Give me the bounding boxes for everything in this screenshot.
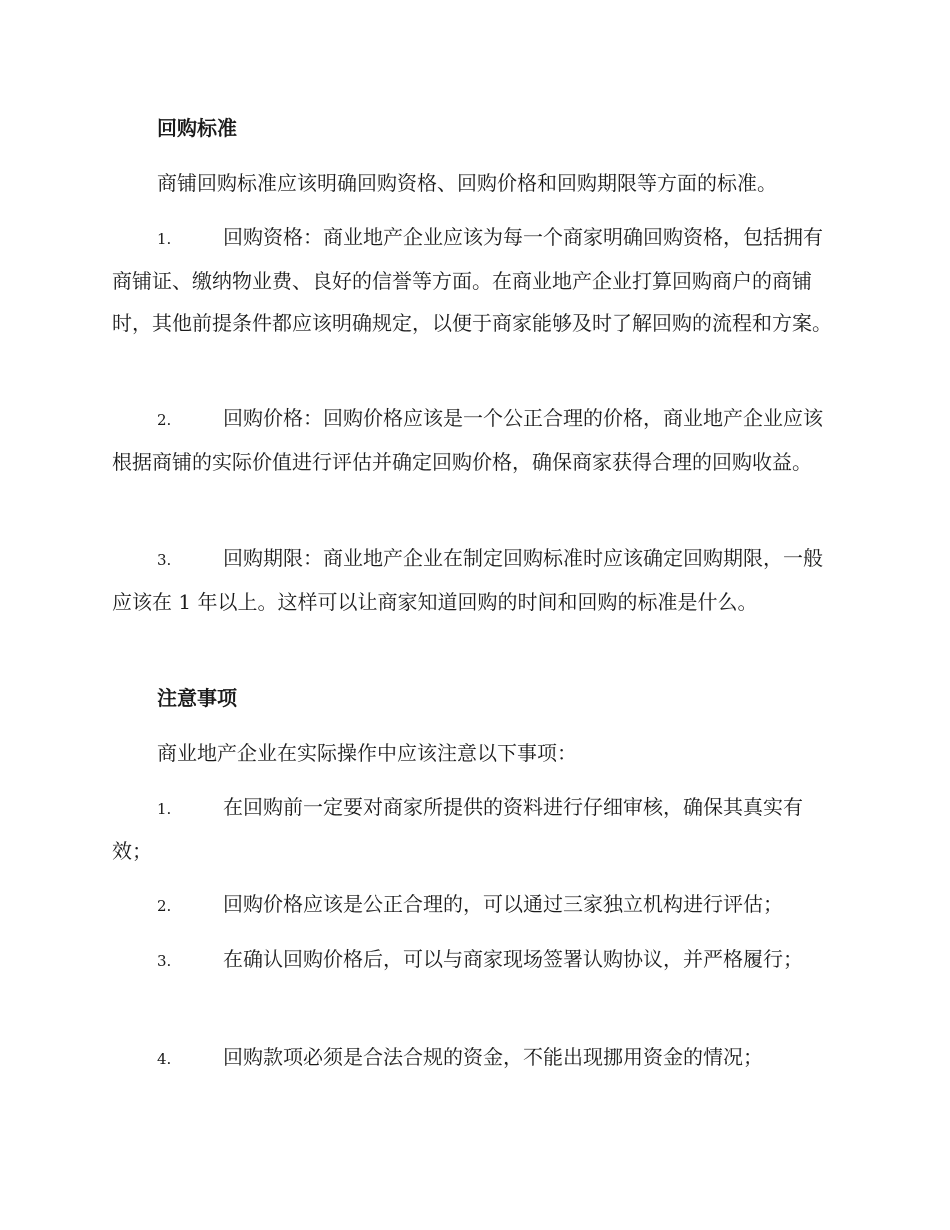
list-item-number: 3. [157, 952, 172, 970]
list-item-text: 在回购前一定要对商家所提供的资料进行仔细审核，确保其真实有效； [112, 795, 803, 863]
list-item-number: 4. [157, 1050, 172, 1068]
list-item [112, 1036, 836, 1080]
list-item-text: 在确认回购价格后，可以与商家现场签署认购协议，并严格履行； [223, 947, 803, 971]
section-heading-notes: 注意事项 [157, 686, 237, 710]
list-item-number: 2. [157, 897, 172, 915]
list-item [112, 397, 836, 483]
list-item [112, 537, 836, 623]
section-heading-buyback-standard: 回购标准 [157, 116, 237, 140]
list-item-text: 回购资格：商业地产企业应该为每一个商家明确回购资格，包括拥有商铺证、缴纳物业费、良好的信誉等方面。在商业地产企业打算回购商户的商铺时，其他前提条件都应该明确规定，以便于商家能够及时了解回购的流程和方案。 [112, 225, 832, 335]
list-item [112, 216, 836, 344]
list-item-number: 1. [157, 800, 172, 818]
list-item-text: 回购款项必须是合法合规的资金，不能出现挪用资金的情况； [223, 1045, 763, 1069]
list-item-text: 回购期限：商业地产企业在制定回购标准时应该确定回购期限，一般应该在 1 年以上。这样可以让商家知道回购的时间和回购的标准是什么。 [112, 546, 823, 614]
list-item-number: 1. [157, 230, 172, 248]
list-item [112, 786, 836, 872]
list-item [112, 938, 836, 982]
section-intro-notes: 商业地产企业在实际操作中应该注意以下事项： [157, 741, 577, 765]
list-item-number: 2. [157, 411, 172, 429]
list-item-text: 回购价格：回购价格应该是一个公正合理的价格，商业地产企业应该根据商铺的实际价值进行评估并确定回购价格，确保商家获得合理的回购收益。 [112, 406, 823, 474]
list-item [112, 883, 836, 927]
section-intro-buyback-standard: 商铺回购标准应该明确回购资格、回购价格和回购期限等方面的标准。 [157, 171, 777, 195]
list-item-number: 3. [157, 551, 172, 569]
list-item-text: 回购价格应该是公正合理的，可以通过三家独立机构进行评估； [223, 892, 783, 916]
